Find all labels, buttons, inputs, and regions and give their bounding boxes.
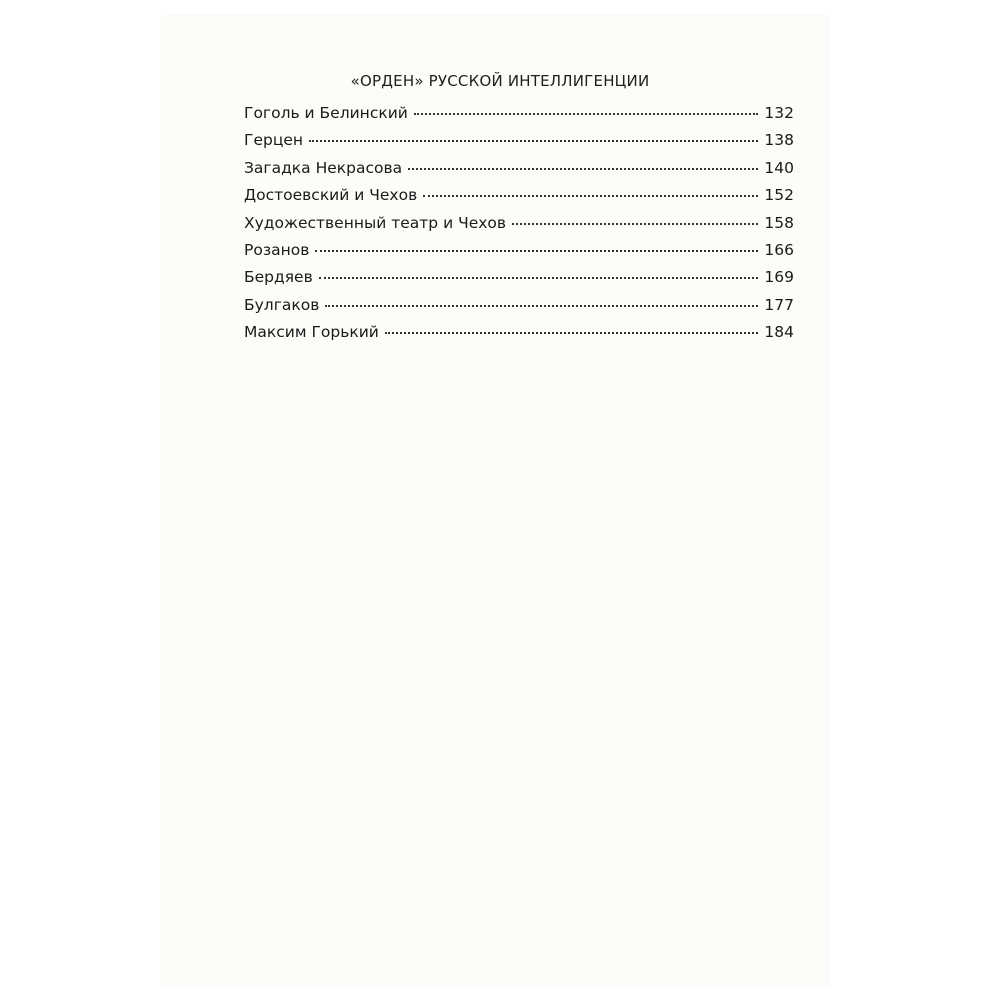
toc-entry-title: Бердяев <box>244 268 313 287</box>
dot-leader <box>309 140 758 142</box>
toc-entry-title: Герцен <box>244 131 304 150</box>
toc-entry <box>244 159 794 186</box>
toc-entry <box>244 296 794 323</box>
table-of-contents <box>244 104 794 351</box>
toc-entry-page: 132 <box>764 104 794 122</box>
toc-entry-title: Максим Горький <box>244 323 379 342</box>
toc-entry-title: Гоголь и Белинский <box>244 104 408 122</box>
dot-leader <box>325 305 758 307</box>
toc-entry-page: 158 <box>764 213 794 232</box>
toc-entry <box>244 241 794 268</box>
toc-entry-title: Загадка Некрасова <box>244 158 403 177</box>
dot-leader <box>385 332 759 334</box>
toc-entry-title: Булгаков <box>244 295 320 314</box>
dot-leader <box>315 250 758 252</box>
toc-entry <box>244 104 794 131</box>
toc-entry-title: Достоевский и Чехов <box>244 186 418 205</box>
toc-entry-page: 152 <box>764 186 794 205</box>
dot-leader <box>512 223 758 225</box>
toc-entry-page: 138 <box>764 131 794 150</box>
toc-entry-page: 166 <box>764 240 794 259</box>
dot-leader <box>319 277 759 279</box>
toc-entry-page: 184 <box>764 323 794 342</box>
dot-leader <box>408 168 758 170</box>
toc-entry <box>244 268 794 295</box>
section-heading: «ОРДЕН» РУССКОЙ ИНТЕЛЛИГЕНЦИИ <box>350 72 650 90</box>
toc-entry-page: 177 <box>764 295 794 314</box>
toc-entry <box>244 214 794 241</box>
toc-entry-title: Розанов <box>244 240 310 259</box>
dot-leader <box>414 113 759 115</box>
toc-entry-title: Художественный театр и Чехов <box>244 213 507 232</box>
dot-leader <box>423 195 758 197</box>
toc-entry <box>244 131 794 158</box>
toc-entry <box>244 323 794 350</box>
toc-entry-page: 169 <box>764 268 794 287</box>
toc-entry-page: 140 <box>764 158 794 177</box>
toc-entry <box>244 186 794 213</box>
